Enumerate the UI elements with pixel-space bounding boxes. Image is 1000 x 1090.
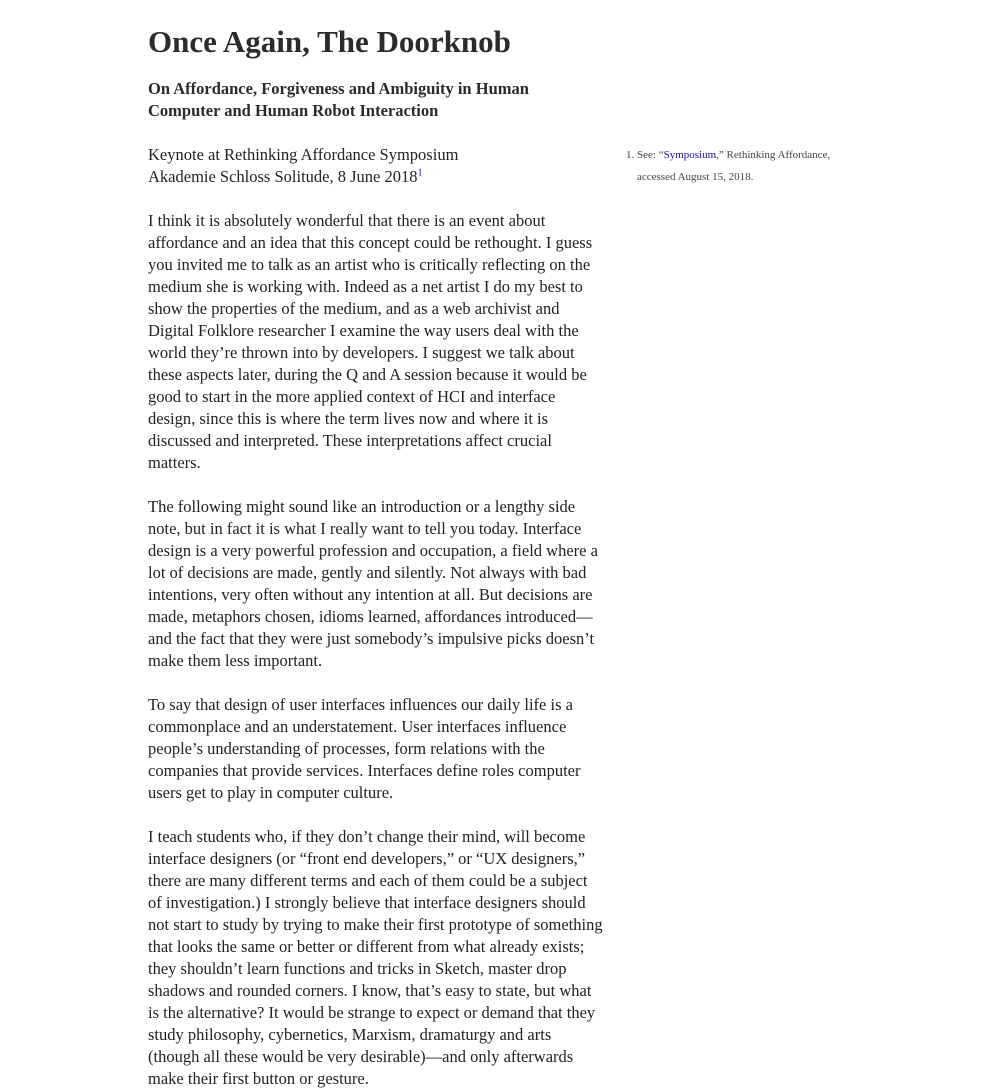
page-subtitle: On Affordance, Forgiveness and Ambiguity in Human Computer and Human Robot Interaction bbox=[148, 79, 529, 120]
venue-info bbox=[148, 144, 603, 188]
venue-line-1: Keynote at Rethinking Affordance Symposium bbox=[148, 145, 459, 164]
paragraph-3: To say that design of user interfaces influences our daily life is a commonplace and an understatement. User interfaces influence people’s understanding of processes, form relations with the companies that provide services. Interfaces define roles computer users get to play in computer culture. bbox=[148, 695, 581, 802]
venue-line-2: Akademie Schloss Solitude, 8 June 2018 bbox=[148, 167, 418, 186]
footnotes bbox=[622, 144, 847, 188]
paragraph-2: The following might sound like an introduction or a lengthy side note, but in fact it is what I really want to tell you today. Interface design is a very powerful profession and occupation, a field where a lot of decisions are made, gently and silently. Not always with bad intentions, very often without any intention at all. But decisions are made, metaphors chosen, idioms learned, affordances introduced—and the fact that they were just somebody’s impulsive picks doesn’t make them less important. bbox=[148, 497, 598, 670]
footnote-prefix: See: “ bbox=[637, 149, 664, 161]
paragraph-4: I teach students who, if they don’t change their mind, will become interface designers (or “front end developers,” or “UX designers,” there are many different terms and each of them could be a subject of investigation.) I strongly believe that interface designers should not start to study by trying to make their first prototype of something that looks the same or better or different from what already exists; they shouldn’t learn functions and tricks in Sketch, master drop shadows and rounded corners. I know, that’s easy to state, but what is the alternative? It would be strange to expect or demand that they study philosophy, cybernetics, Marxism, dramaturgy and arts (though all these would be very desirable)—and only afterwards make their first button or gesture. bbox=[148, 827, 603, 1088]
article bbox=[148, 22, 603, 1090]
page-title: Once Again, The Doorknob bbox=[148, 24, 511, 59]
footnote-1 bbox=[637, 144, 847, 188]
footnote-suffix: ,” Rethinking Affordance, accessed August 15, 2018. bbox=[637, 149, 831, 183]
symposium-link[interactable]: Symposium bbox=[663, 149, 717, 161]
paragraph-1: I think it is absolutely wonderful that there is an event about affordance and an idea that this concept could be rethought. I guess you invited me to talk as an artist who is critically reflecting on the medium she is working with. Indeed as a net artist I do my best to show the properties of the medium, and as a web archivist and Digital Folklore researcher I examine the way users deal with the world they’re thrown into by developers. I suggest we talk about these aspects later, during the Q and A session because it would be good to start in the more applied context of HCI and interface design, since this is where the term lives now and where it is discussed and interpreted. These interpretations affect crucial matters. bbox=[148, 211, 593, 472]
footnote-reference[interactable]: 1 bbox=[417, 167, 423, 179]
